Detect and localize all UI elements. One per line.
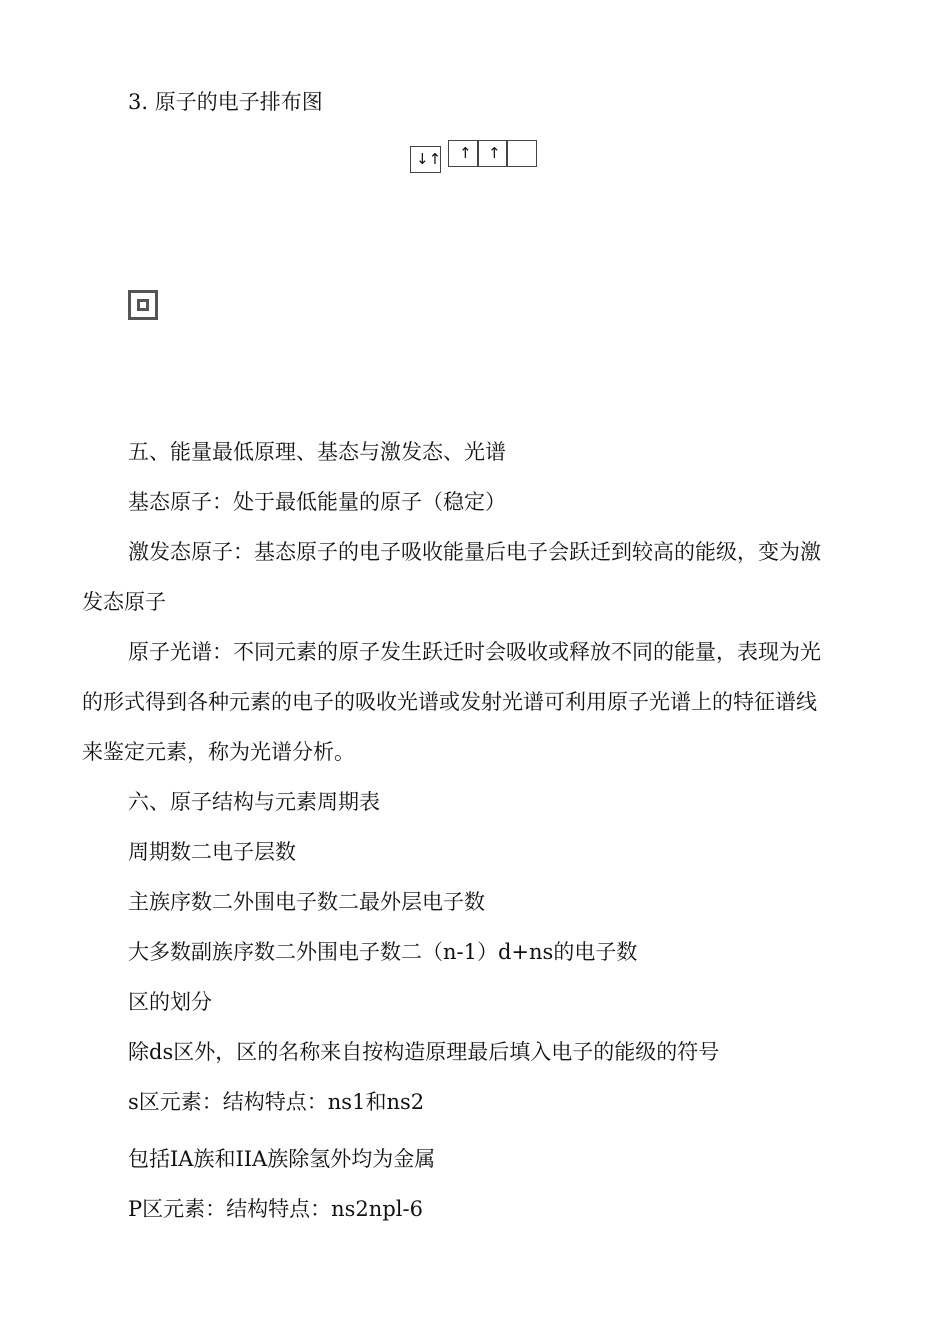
- p-orbital-box-1: [448, 140, 479, 167]
- broken-image-icon-inner: [137, 299, 149, 311]
- sub-group-text: 大多数副族序数二外围电子数二（n-1）d+ns的电子数: [128, 940, 638, 964]
- p-orbital-box-2: [477, 140, 508, 167]
- p-orbital-arrow-1: ↑: [459, 144, 472, 162]
- spectrum-text-line-3: 来鉴定元素，称为光谱分析。: [82, 740, 355, 764]
- s-orbital-arrows: ↓↑: [416, 150, 442, 168]
- spectrum-text-line-2: 的形式得到各种元素的电子的吸收光谱或发射光谱可利用原子光谱上的特征谱线: [82, 690, 817, 714]
- block-naming-text: 除ds区外，区的名称来自按构造原理最后填入电子的能级的符号: [128, 1040, 720, 1064]
- spectrum-text-line-1: 原子光谱：不同元素的原子发生跃迁时会吸收或释放不同的能量，表现为光: [128, 640, 821, 664]
- p-block-text: P区元素：结构特点：ns2npl-6: [128, 1197, 423, 1221]
- period-number-text: 周期数二电子层数: [128, 840, 296, 864]
- heading-electron-configuration-diagram: 3. 原子的电子排布图: [128, 90, 323, 114]
- excited-state-text-line-1: 激发态原子：基态原子的电子吸收能量后电子会跃迁到较高的能级，变为激: [128, 540, 821, 564]
- section-5-title: 五、能量最低原理、基态与激发态、光谱: [128, 440, 506, 464]
- s-block-members-text: 包括IA族和IIA族除氢外均为金属: [128, 1147, 436, 1171]
- ground-state-text: 基态原子：处于最低能量的原子（稳定）: [128, 490, 506, 514]
- orbital-diagram: [410, 138, 550, 178]
- main-group-text: 主族序数二外围电子数二最外层电子数: [128, 890, 485, 914]
- section-6-title: 六、原子结构与元素周期表: [128, 790, 380, 814]
- s-orbital-box: [410, 146, 441, 173]
- excited-state-text-line-2: 发态原子: [82, 590, 166, 614]
- p-orbital-arrow-2: ↑: [488, 144, 501, 162]
- block-division-title: 区的划分: [128, 990, 212, 1014]
- s-block-text: s区元素：结构特点：ns1和ns2: [128, 1090, 425, 1114]
- broken-image-icon: [128, 290, 158, 320]
- p-orbital-box-3: [506, 140, 537, 167]
